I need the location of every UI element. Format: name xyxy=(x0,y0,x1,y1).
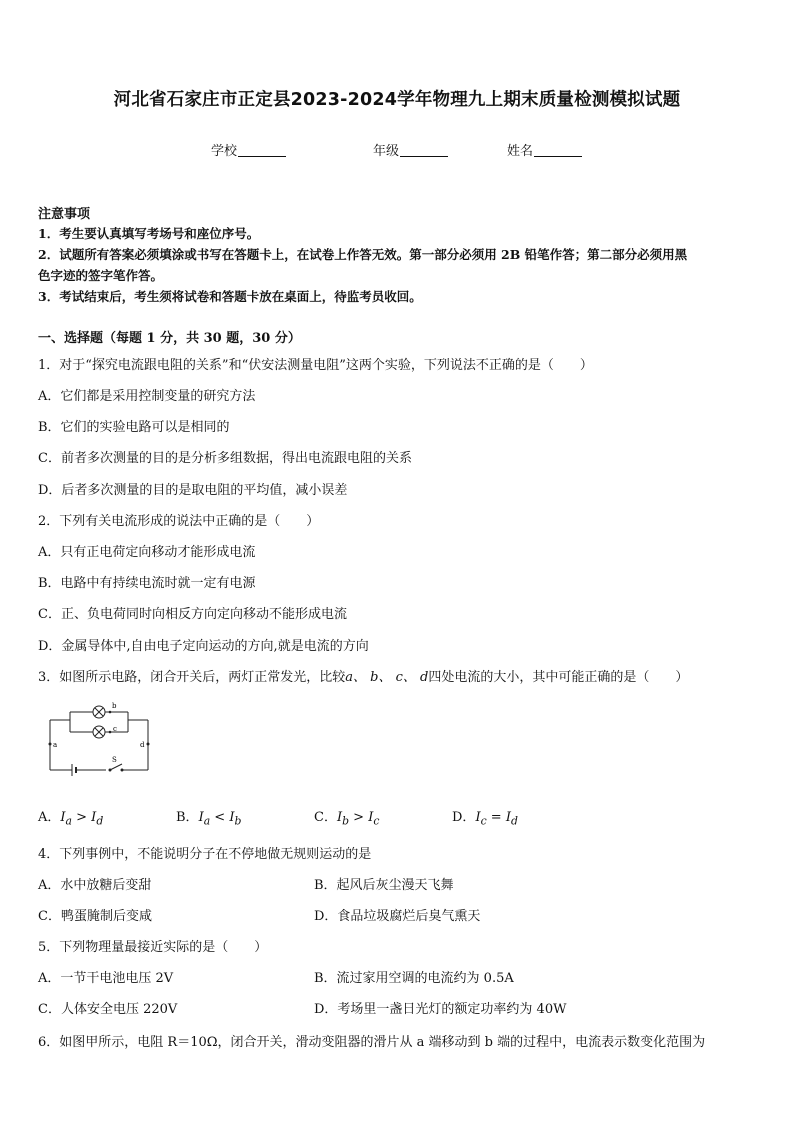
q2-option-c: C．正、负电荷同时向相反方向定向移动不能形成电流 xyxy=(38,607,347,622)
name-blank xyxy=(534,143,582,157)
label-b: b xyxy=(112,702,117,710)
q3-option-d: D．$I_c = I_d$ xyxy=(452,810,518,828)
q3-option-a: A．$I_a > I_d$ xyxy=(38,810,104,828)
q2-option-d: D．金属导体中,自由电子定向运动的方向,就是电流的方向 xyxy=(38,639,369,654)
q5-option-c: C．人体安全电压 220V xyxy=(38,1002,178,1017)
q3-option-c: C．$I_b > I_c$ xyxy=(314,810,380,828)
q4-stem: 4．下列事例中，不能说明分子在不停地做无规则运动的是 xyxy=(38,847,372,862)
grade-label: 年级 xyxy=(373,144,400,159)
school-label: 学校 xyxy=(211,144,238,159)
q1-option-b: B．它们的实验电路可以是相同的 xyxy=(38,420,230,435)
q3-stem xyxy=(38,666,688,685)
q1-option-c: C．前者多次测量的目的是分析多组数据，得出电流跟电阻的关系 xyxy=(38,451,412,466)
note-item: 3．考试结束后，考生须将试卷和答题卡放在桌面上，待监考员收回。 xyxy=(38,289,422,304)
q5-option-a: A．一节干电池电压 2V xyxy=(38,971,174,986)
q3-stem-vars: a、 b、 c、 d xyxy=(345,670,429,685)
section-heading: 一、选择题（每题 1 分，共 30 题，30 分） xyxy=(38,331,301,346)
q1-stem: 1．对于“探究电流跟电阻的关系”和“伏安法测量电阻”这两个实验，下列说法不正确的是（ ） xyxy=(38,358,593,373)
q5-option-b: B．流过家用空调的电流约为 0.5A xyxy=(314,971,514,986)
q3-stem-end: 四处电流的大小，其中可能正确的是（ ） xyxy=(428,670,689,685)
label-s: S xyxy=(112,756,117,764)
label-d: d xyxy=(140,741,145,749)
q2-option-b: B．电路中有持续电流时就一定有电源 xyxy=(38,576,256,591)
grade-blank xyxy=(400,143,448,157)
q2-option-a: A．只有正电荷定向移动才能形成电流 xyxy=(38,545,256,560)
note-item: 色字迹的签字笔作答。 xyxy=(38,268,164,283)
q3-option-b: B．$I_a < I_b$ xyxy=(176,810,242,828)
grade-field xyxy=(373,140,448,159)
q4-option-c: C．鸭蛋腌制后变咸 xyxy=(38,909,152,924)
q4-option-a: A．水中放糖后变甜 xyxy=(38,878,152,893)
q5-option-d: D．考场里一盏日光灯的额定功率约为 40W xyxy=(314,1002,567,1017)
q4-option-d: D．食品垃圾腐烂后臭气熏天 xyxy=(314,909,481,924)
q6-stem: 6．如图甲所示，电阻 R＝10Ω，闭合开关，滑动变阻器的滑片从 a 端移动到 b 端的过程中，电流表示数变化范围为 xyxy=(38,1035,706,1050)
page-title: 河北省石家庄市正定县2023-2024学年物理九上期末质量检测模拟试题 xyxy=(113,90,681,110)
q3-circuit-diagram xyxy=(44,700,154,776)
q1-option-a: A．它们都是采用控制变量的研究方法 xyxy=(38,389,256,404)
q1-option-d: D．后者多次测量的目的是取电阻的平均值，减小误差 xyxy=(38,483,348,498)
school-field xyxy=(211,140,286,159)
notes-heading: 注意事项 xyxy=(38,207,91,222)
school-blank xyxy=(238,143,286,157)
name-field xyxy=(507,140,582,159)
name-label: 姓名 xyxy=(507,144,534,159)
note-item: 1．考生要认真填写考场号和座位序号。 xyxy=(38,226,260,241)
q5-stem: 5．下列物理量最接近实际的是（ ） xyxy=(38,940,268,955)
note-item: 2．试题所有答案必须填涂或书写在答题卡上，在试卷上作答无效。第一部分必须用 2B 铅笔作答；第二部分必须用黑 xyxy=(38,247,688,262)
q2-stem: 2．下列有关电流形成的说法中正确的是（ ） xyxy=(38,514,320,529)
label-c: c xyxy=(113,725,117,733)
q4-option-b: B．起风后灰尘漫天飞舞 xyxy=(314,878,454,893)
label-a: a xyxy=(53,741,58,749)
q3-stem-start: 3．如图所示电路，闭合开关后，两灯正常发光，比较 xyxy=(38,670,346,685)
